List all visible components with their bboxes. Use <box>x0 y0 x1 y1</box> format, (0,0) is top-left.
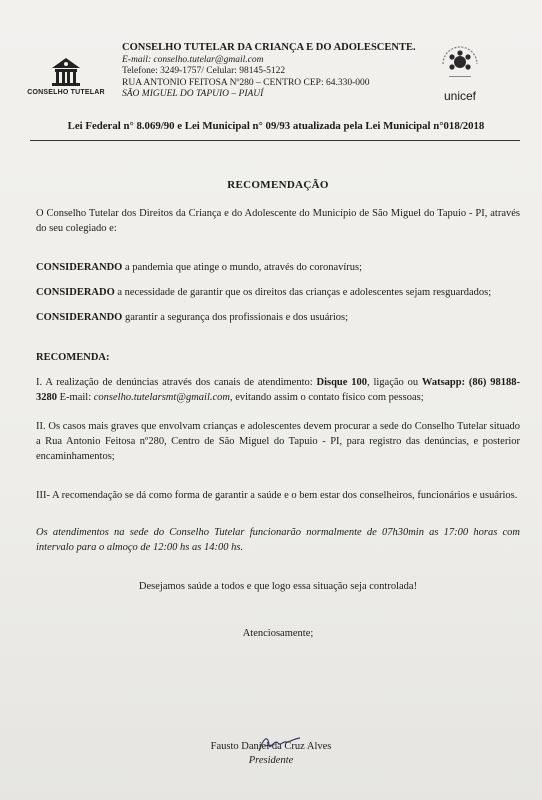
item1-text: , evitando assim o contato físico com pessoas; <box>229 392 424 403</box>
recommendation-item-2: II. Os casos mais graves que envolvam crianças e adolescentes devem procurar a sede do Conselho Tutelar situado a Rua Antonio Feitosa nº280, Centro de São Miguel do Tapuio - PI, para registro das denúncias, e posterior encaminhamentos; <box>36 421 520 462</box>
consideration-2 <box>36 285 520 300</box>
consideration-keyword: CONSIDERANDO <box>36 262 123 273</box>
council-title: CONSELHO TUTELAR DA CRIANÇA E DO ADOLESCENTE. <box>122 42 416 53</box>
item1-text: , ligação ou <box>367 377 422 388</box>
consideration-keyword: CONSIDERANDO <box>36 312 123 323</box>
council-building-icon <box>46 54 86 88</box>
letterhead <box>0 38 542 110</box>
intro-paragraph: O Conselho Tutelar dos Direitos da Criança e do Adolescente do Município de São Miguel do Tapuio - PI, através do seu colegiado e: <box>36 208 520 234</box>
item1-text: E-mail: <box>57 392 94 403</box>
office-hours-note: Os atendimentos na sede do Conselho Tutelar funcionarão normalmente de 07h30min as 17:00 horas com intervalo para o almoço de 12:00 hs as 14:00 hs. <box>36 527 520 553</box>
consideration-keyword: CONSIDERADO <box>36 287 115 298</box>
signer-role: Presidente <box>248 755 294 766</box>
unicef-wordmark: unicef <box>443 89 477 103</box>
signer-name: Fausto Daniel da Cruz Alves <box>210 741 332 752</box>
recommendation-item-3: III- A recomendação se dá como forma de garantir a saúde e o bem estar dos conselheiros, funcionários e usuários. <box>36 490 518 501</box>
document-heading: RECOMENDAÇÃO <box>227 179 329 191</box>
council-email: E-mail: conselho.tutelar@gmail.com <box>122 54 264 65</box>
legal-basis-line: Lei Federal n° 8.069/90 e Lei Municipal n° 09/93 atualizada pela Lei Municipal n°018/2018 <box>67 120 485 132</box>
child-friendly-seal-icon <box>437 40 483 86</box>
consideration-text: a necessidade de garantir que os direitos das crianças e adolescentes sejam resguardados; <box>114 287 492 298</box>
consideration-text: a pandemia que atinge o mundo, através do coronavírus; <box>122 262 363 273</box>
council-logo-caption: CONSELHO TUTELAR <box>27 89 105 96</box>
header-divider <box>30 140 520 141</box>
closing-salutation: Atenciosamente; <box>242 628 314 639</box>
consideration-text: garantir a segurança dos profissionais e dos usuários; <box>122 312 349 323</box>
consideration-3 <box>36 310 520 325</box>
signature-block <box>0 740 542 768</box>
recommends-label: RECOMENDA: <box>36 352 110 363</box>
council-phone: Telefone: 3249-1757/ Celular: 98145-5122 <box>122 66 286 76</box>
disque-100: Disque 100 <box>316 377 367 388</box>
recommendation-item-1 <box>36 375 520 405</box>
document-body <box>36 178 520 641</box>
council-city: SÃO MIGUEL DO TAPUIO – PIAUÍ <box>122 89 264 99</box>
council-logo <box>16 54 116 96</box>
closing-wishes: Desejamos saúde a todos e que logo essa situação seja controlada! <box>138 581 418 592</box>
whatsapp-number: Watsapp: (86) 98188-3280 <box>36 377 520 403</box>
unicef-seal <box>425 40 495 103</box>
contact-email: conselho.tutelarsmt@gmail.com <box>93 392 230 403</box>
item1-text: I. A realização de denúncias através dos canais de atendimento: <box>36 377 317 388</box>
council-address: RUA ANTONIO FEITOSA Nº280 – CENTRO CEP: 64.330-000 <box>122 77 370 88</box>
letterhead-text <box>122 42 422 101</box>
consideration-1 <box>36 260 520 275</box>
